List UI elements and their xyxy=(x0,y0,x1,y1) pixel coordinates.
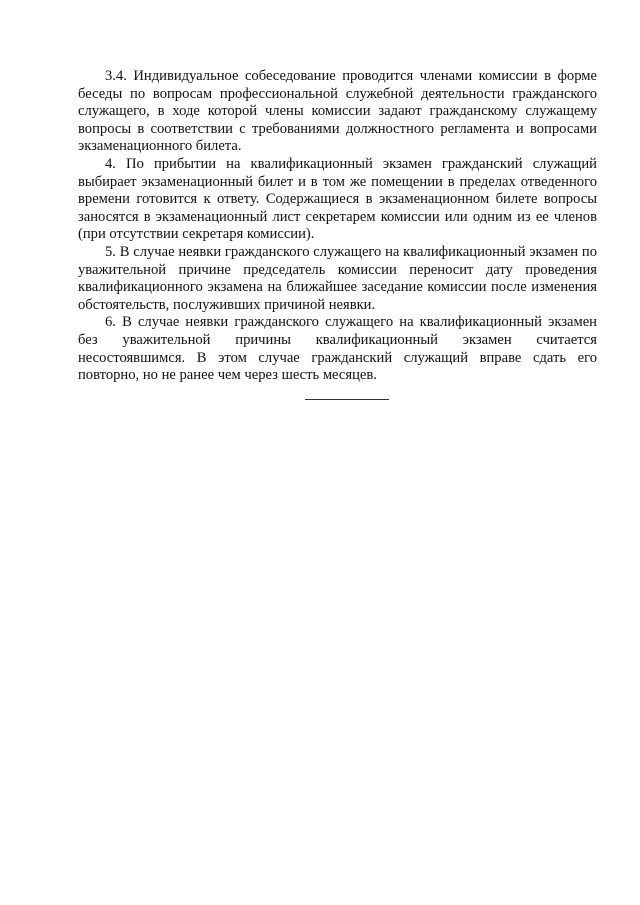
document-page xyxy=(78,68,597,400)
end-of-text-divider xyxy=(305,399,389,400)
paragraph-4: 4. По прибытии на квалификационный экзамен гражданский служащий выбирает экзаменационный билет и в том же помещении в пределах отведенного времени готовится к ответу. Содержащиеся в экзаменационном билете вопросы заносятся в экзаменационный лист секретарем комиссии или одним из ее членов (при отсутствии секретаря комиссии). xyxy=(78,155,597,243)
paragraph-3-4: 3.4. Индивидуальное собеседование проводится членами комиссии в форме беседы по вопросам профессиональной служебной деятельности гражданского служащего, в ходе которой члены комиссии задают гражданскому служащему вопросы в соответствии с требованиями должностного регламента и вопросами экзаменационного билета. xyxy=(78,68,597,155)
paragraph-5: 5. В случае неявки гражданского служащего на квалификационный экзамен по уважительной причине председатель комиссии переносит дату проведения квалификационного экзамена на ближайшее заседание комиссии после изменения обстоятельств, послуживших причиной неявки. xyxy=(78,243,597,313)
paragraph-6: 6. В случае неявки гражданского служащего на квалификационный экзамен без уважительной причины квалификационный экзамен считается несостоявшимся. В этом случае гражданский служащий вправе сдать его повторно, но не ранее чем через шесть месяцев. xyxy=(78,314,597,384)
